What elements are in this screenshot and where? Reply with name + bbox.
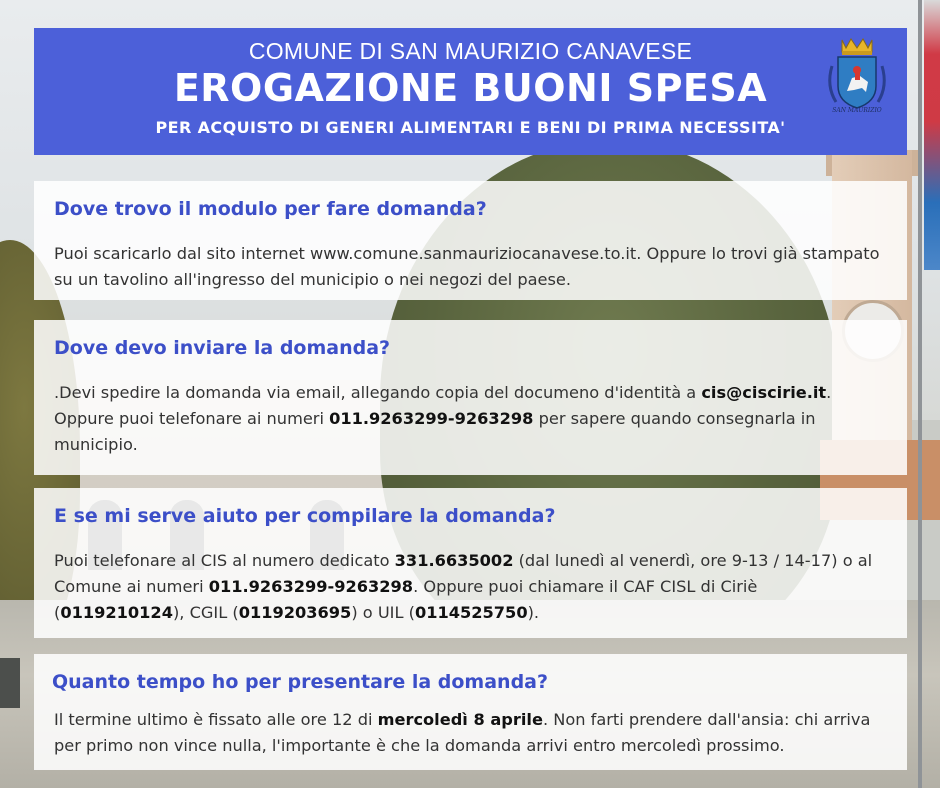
header-banner	[34, 28, 907, 155]
uil-phone: 0114525750	[414, 603, 528, 622]
bench	[0, 658, 20, 708]
municipality-name: COMUNE DI SAN MAURIZIO CANAVESE	[248, 38, 693, 64]
faq-card-where-send	[34, 320, 907, 475]
cis-phone: 331.6635002	[394, 551, 514, 570]
answer-text: ) o UIL (	[351, 603, 415, 622]
answer-text: Il termine ultimo è fissato alle ore 12 di	[54, 710, 378, 729]
faq-card-deadline	[34, 654, 907, 770]
answer-text: per sapere quando consegnarla in municipio.	[54, 409, 816, 454]
coat-of-arms-label: SAN MAURIZIO	[832, 107, 882, 114]
faq-question: Dove trovo il modulo per fare domanda?	[54, 198, 487, 220]
answer-text: ).	[527, 603, 540, 622]
phone-numbers: 011.9263299-9263298	[329, 409, 534, 428]
faq-answer	[54, 707, 889, 759]
answer-text: ), CGIL (	[172, 603, 239, 622]
answer-text: . Oppure puoi chiamare il CAF CISL di Ciriè (	[54, 577, 758, 622]
faq-card-help	[34, 488, 907, 638]
flag-icon	[924, 0, 940, 270]
coat-of-arms-icon	[824, 36, 890, 116]
answer-text: . Non farti prendere dall'ansia: chi arriva per primo non vince nulla, l'importante è che la domanda arrivi entro mercoledì prossimo.	[54, 710, 871, 755]
faq-question: E se mi serve aiuto per compilare la domanda?	[54, 505, 556, 527]
faq-answer	[54, 548, 889, 626]
faq-card-where-form	[34, 181, 907, 300]
answer-text: (dal lunedì al venerdì, ore 9-13 / 14-17) o al Comune ai numeri	[54, 551, 873, 596]
cisl-phone: 0119210124	[60, 603, 173, 622]
page-subtitle: PER ACQUISTO DI GENERI ALIMENTARI E BENI DI PRIMA NECESSITA'	[155, 118, 786, 137]
cgil-phone: 0119203695	[238, 603, 352, 622]
faq-question: Dove devo inviare la domanda?	[54, 337, 391, 359]
deadline-date: mercoledì 8 aprile	[377, 710, 543, 729]
answer-text: Puoi telefonare al CIS al numero dedicato	[54, 551, 395, 570]
email-link[interactable]: cis@ciscirie.it	[701, 383, 827, 402]
faq-question: Quanto tempo ho per presentare la domanda?	[52, 671, 549, 693]
comune-phones: 011.9263299-9263298	[208, 577, 414, 596]
answer-text: .Devi spedire la domanda via email, allegando copia del documeno d'identità a	[54, 383, 702, 402]
faq-answer: Puoi scaricarlo dal sito internet www.comune.sanmauriziocanavese.to.it. Oppure lo trovi già stampato su un tavolino all'ingresso del municipio o nei negozi del paese.	[54, 244, 880, 289]
page-title: EROGAZIONE BUONI SPESA	[173, 66, 768, 110]
flag-pole	[918, 0, 922, 788]
faq-answer	[54, 380, 889, 458]
answer-text: . Oppure puoi telefonare ai numeri	[54, 383, 832, 428]
